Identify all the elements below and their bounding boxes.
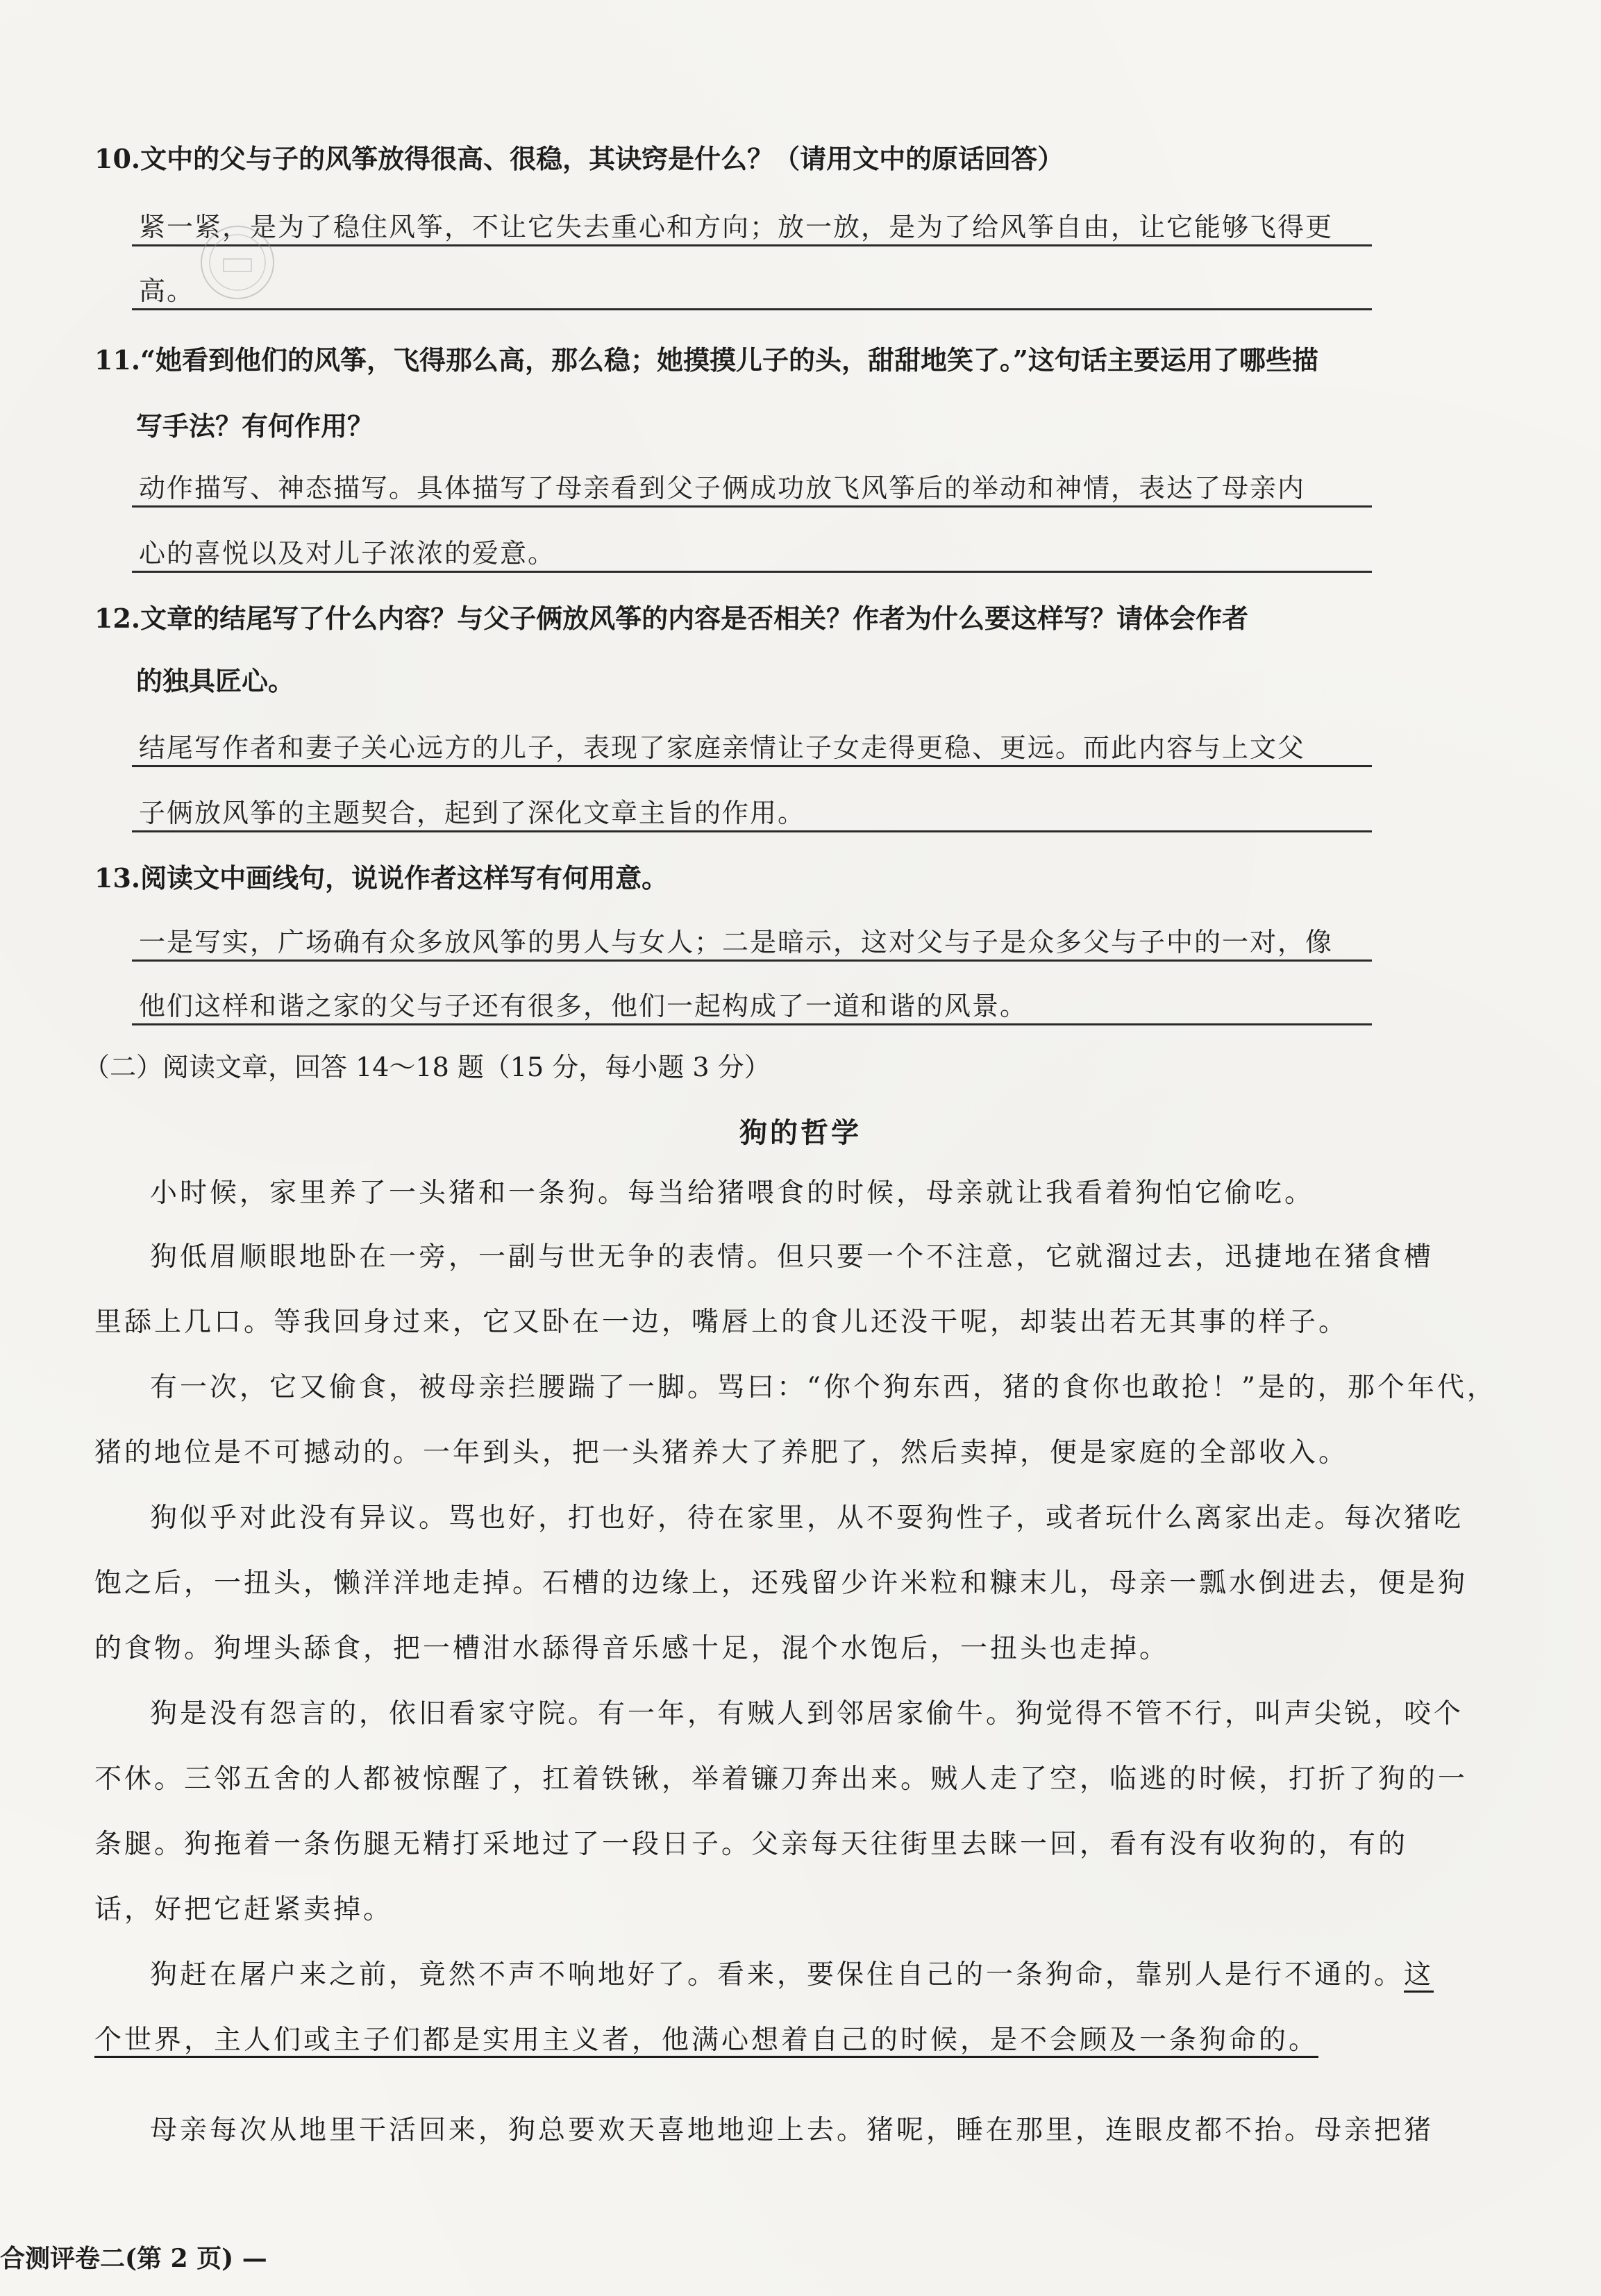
article-paragraph (150, 1955, 1434, 1995)
answer-underline (132, 1023, 1372, 1025)
article-paragraph: 母亲每次从地里干活回来，狗总要欢天喜地地迎上去。猪呢，睡在那里，连眼皮都不抬。母亲把猪 (150, 2115, 1434, 2146)
article-paragraph-cont: 的食物。狗埋头舔食，把一槽泔水舔得音乐感十足，混个水饱后，一扭头也走掉。 (94, 1633, 1170, 1664)
answer-line: 结尾写作者和妻子关心远方的儿子，表现了家庭亲情让子女走得更稳、更远。而此内容与上文父 (139, 732, 1306, 763)
underlined-sentence: 这 (1404, 1959, 1434, 1991)
question-12 (94, 598, 1379, 639)
answer-line: 动作描写、神态描写。具体描写了母亲看到父子俩成功放飞风筝后的举动和神情，表达了母亲内 (139, 473, 1306, 503)
question-number: 11. (94, 344, 141, 376)
question-10 (94, 139, 1379, 179)
question-text: 文章的结尾写了什么内容？与父子俩放风筝的内容是否相关？作者为什么要这样写？请体会作者 (140, 603, 1249, 634)
article-paragraph: 狗低眉顺眼地卧在一旁，一副与世无争的表情。但只要一个不注意，它就溜过去，迅捷地在猪食槽 (150, 1241, 1434, 1273)
article-paragraph-cont: 条腿。狗拖着一条伤腿无精打采地过了一段日子。父亲每天往街里去睐一回，看有没有收狗的，有的 (94, 1829, 1409, 1860)
answer-underline (132, 571, 1372, 573)
seal-stamp-icon (196, 221, 279, 304)
question-text: 阅读文中画线句，说说作者这样写有何用意。 (140, 862, 669, 894)
question-11-cont: 写手法？有何作用？ (136, 410, 374, 442)
answer-underline (132, 244, 1372, 246)
article-paragraph: 狗似乎对此没有异议。骂也好，打也好，待在家里，从不耍狗性子，或者玩什么离家出走。每次猪吃 (150, 1502, 1464, 1534)
article-title: 狗的哲学 (739, 1116, 862, 1149)
section-heading: （二）阅读文章，回答 14～18 题（15 分，每小题 3 分） (83, 1052, 771, 1082)
answer-underline (132, 765, 1372, 767)
answer-line: 心的喜悦以及对儿子浓浓的爱意。 (139, 538, 556, 569)
answer-line: 子俩放风筝的主题契合，起到了深化文章主旨的作用。 (139, 798, 806, 828)
answer-underline (132, 830, 1372, 832)
question-text: “她看到他们的风筝，飞得那么高，那么稳；她摸摸儿子的头，甜甜地笑了。”这句话主要运用了哪些描 (140, 344, 1318, 376)
answer-line: 紧一紧，是为了稳住风筝，不让它失去重心和方向；放一放，是为了给风筝自由，让它能够飞得更 (139, 212, 1334, 242)
question-13 (94, 858, 1379, 898)
article-paragraph-cont: 猪的地位是不可撼动的。一年到头，把一头猪养大了养肥了，然后卖掉，便是家庭的全部收入。 (94, 1437, 1349, 1468)
question-number: 12. (94, 603, 141, 634)
article-paragraph-cont: 话，好把它赶紧卖掉。 (94, 1894, 394, 1925)
answer-line: 一是写实，广场确有众多放风筝的男人与女人；二是暗示，这对父与子是众多父与子中的一对，像 (139, 927, 1334, 957)
article-paragraph: 有一次，它又偷食，被母亲拦腰踹了一脚。骂曰：“你个狗东西，猪的食你也敢抢！”是的，那个年代， (150, 1372, 1497, 1403)
answer-underline (132, 960, 1372, 962)
answer-underline (132, 308, 1372, 310)
answer-line: 高。 (139, 276, 195, 306)
question-number: 10. (94, 143, 141, 174)
answer-underline (132, 505, 1372, 508)
article-paragraph-cont: 里舔上几口。等我回身过来，它又卧在一边，嘴唇上的食儿还没干呢，却装出若无其事的样子。 (94, 1307, 1349, 1338)
article-paragraph-cont: 饱之后，一扭头，懒洋洋地走掉。石槽的边缘上，还残留少许米粒和糠末儿，母亲一瓢水倒进去，便是狗 (94, 1568, 1468, 1599)
question-12-cont: 的独具匠心。 (136, 665, 295, 696)
answer-line: 他们这样和谐之家的父与子还有很多，他们一起构成了一道和谐的风景。 (139, 991, 1028, 1021)
paragraph-text: 狗赶在屠户来之前，竟然不声不响地好了。看来，要保住自己的一条狗命，靠别人是行不通的。 (150, 1959, 1405, 1991)
article-paragraph-cont: 不休。三邻五舍的人都被惊醒了，扛着铁锹，举着镰刀奔出来。贼人走了空，临逃的时候，打折了狗的一 (94, 1763, 1468, 1795)
underlined-sentence: 个世界，主人们或主子们都是实用主义者，他满心想着自己的时候，是不会顾及一条狗命的。 (94, 2025, 1319, 2056)
question-number: 13. (94, 862, 141, 894)
article-paragraph: 狗是没有怨言的，依旧看家守院。有一年，有贼人到邻居家偷牛。狗觉得不管不行，叫声尖锐，咬个 (150, 1698, 1464, 1729)
article-paragraph: 小时候，家里养了一头猪和一条狗。每当给猪喂食的时候，母亲就让我看着狗怕它偷吃。 (150, 1178, 1315, 1209)
page-footer: 合测评卷二(第 2 页) — (0, 2244, 267, 2273)
question-11 (94, 340, 1379, 380)
question-text: 文中的父与子的风筝放得很高、很稳，其诀窍是什么？（请用文中的原话回答） (140, 143, 1064, 174)
